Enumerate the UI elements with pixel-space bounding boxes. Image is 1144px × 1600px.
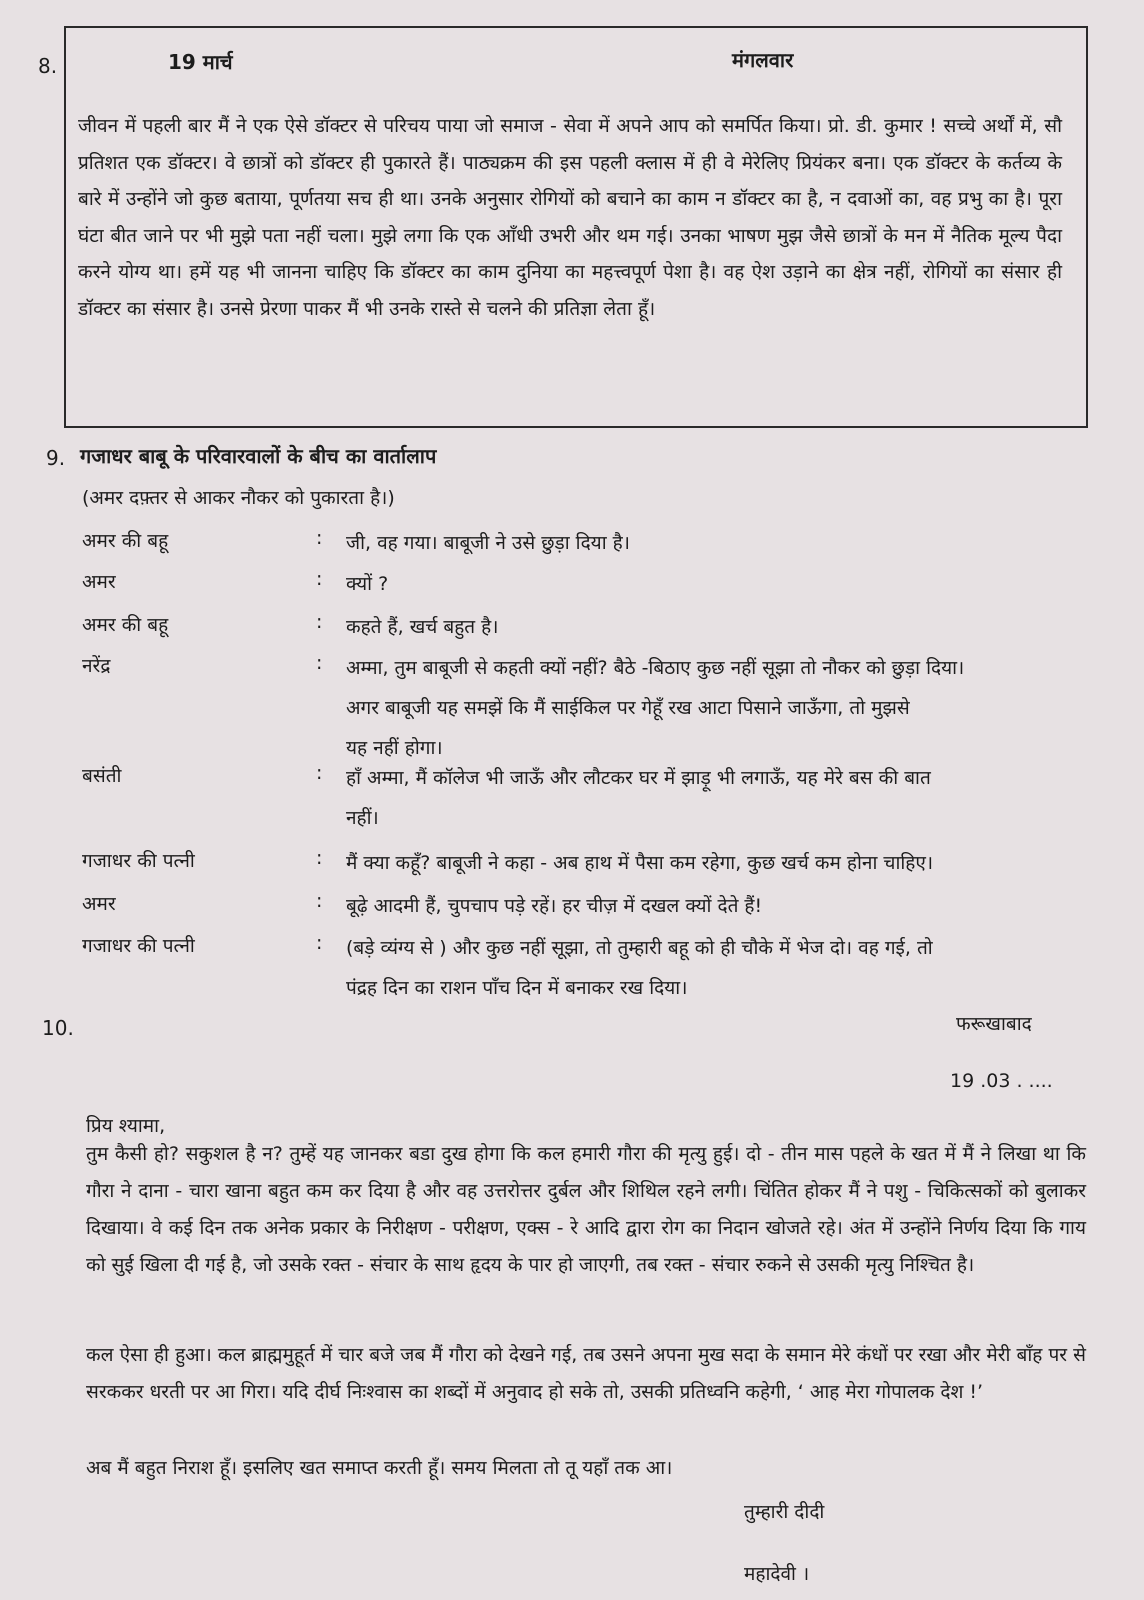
dialogue-colon: : (316, 762, 323, 784)
dialogue-line: अगर बाबूजी यह समझें कि मैं साईकिल पर गेहूँ रख आटा पिसाने जाऊँगा, तो मुझसे (346, 697, 910, 719)
dialogue-speaker: अमर (82, 571, 116, 593)
dialogue-speaker: गजाधर की पत्नी (82, 850, 195, 872)
dialogue-speaker: गजाधर की पत्नी (82, 935, 195, 957)
dialogue-speaker: अमर (82, 893, 116, 915)
stage-direction: (अमर दफ़्तर से आकर नौकर को पुकारता है।) (82, 487, 395, 509)
dialogue-line: हाँ अम्मा, मैं कॉलेज भी जाऊँ और लौटकर घर में झाड़ू भी लगाऊँ, यह मेरे बस की बात (346, 767, 931, 789)
dialogue-speaker: बसंती (82, 765, 122, 787)
letter-signature: महादेवी । (744, 1563, 810, 1585)
dialogue-colon: : (316, 652, 323, 674)
dialogue-colon: : (316, 847, 323, 869)
dialogue-speaker: अमर की बहू (82, 530, 169, 552)
diary-day: मंगलवार (732, 48, 794, 72)
dialogue-colon: : (316, 611, 323, 633)
dialogue-line: कहते हैं, खर्च बहुत है। (346, 616, 499, 638)
letter-paragraph-3: अब मैं बहुत निराश हूँ। इसलिए खत समाप्त करती हूँ। समय मिलता तो तू यहाँ तक आ। (86, 1457, 673, 1479)
question-number-10: 10. (42, 1016, 74, 1040)
dialogue-line: मैं क्या कहूँ? बाबूजी ने कहा - अब हाथ में पैसा कम रहेगा, कुछ खर्च कम होना चाहिए। (346, 852, 934, 874)
dialogue-colon: : (316, 890, 323, 912)
dialogue-line: नहीं। (346, 807, 379, 829)
dialogue-colon: : (316, 527, 323, 549)
dialogue-speaker: अमर की बहू (82, 614, 169, 636)
dialogue-line: (बड़े व्यंग्य से ) और कुछ नहीं सूझा, तो तुम्हारी बहू को ही चौके में भेज दो। वह गई, तो (346, 937, 933, 959)
letter-salutation: प्रिय श्यामा, (86, 1115, 166, 1137)
dialogue-colon: : (316, 932, 323, 954)
question-number-9: 9. (46, 446, 66, 470)
dialogue-speaker: नरेंद्र (82, 655, 111, 677)
diary-body: जीवन में पहली बार मैं ने एक ऐसे डॉक्टर से परिचय पाया जो समाज - सेवा में अपने आप को समर्पित किया। प्रो. डी. कुमार ! सच्चे अर्थों में, सौ प्रतिशत एक डॉक्टर। वे छात्रों को डॉक्टर ही पुकारते हैं। पाठ्यक्रम की इस पहली क्लास में ही वे मेरेलिए प्रियंकर बना। एक डॉक्टर के कर्तव्य के बारे में उन्होंने जो कुछ बताया, पूर्णतया सच ही था। उनके अनुसार रोगियों को बचाने का काम न डॉक्टर का है, न दवाओं का, वह प्रभु का है। पूरा घंटा बीत जाने पर भी मुझे पता नहीं चला। मुझे लगा कि एक आँधी उभरी और थम गई। उनका भाषण मुझ जैसे छात्रों के मन में नैतिक मूल्य पैदा करने योग्य था। हमें यह भी जानना चाहिए कि डॉक्टर का काम दुनिया का महत्त्वपूर्ण पेशा है। वह ऐश उड़ाने का क्षेत्र नहीं, रोगियों का संसार ही डॉक्टर का संसार है। उनसे प्रेरणा पाकर मैं भी उनके रास्ते से चलने की प्रतिज्ञा लेता हूँ। (78, 115, 1062, 320)
diary-date: 19 मार्च (168, 50, 233, 74)
dialogue-colon: : (316, 568, 323, 590)
letter-paragraph-2: कल ऐसा ही हुआ। कल ब्राह्ममुहूर्त में चार बजे जब मैं गौरा को देखने गई, तब उसने अपना मुख सदा के समान मेरे कंधों पर रखा और मेरी बाँह पर से सरककर धरती पर आ गिरा। यदि दीर्घ निःश्वास का शब्दों में अनुवाद हो सके तो, उसकी प्रतिध्वनि कहेगी, ‘ आह मेरा गोपालक देश !’ (86, 1344, 1086, 1403)
question-number-8: 8. (38, 54, 58, 78)
letter-closing: तुम्हारी दीदी (744, 1501, 825, 1523)
letter-paragraph-1: तुम कैसी हो? सकुशल है न? तुम्हें यह जानकर बडा दुख होगा कि कल हमारी गौरा की मृत्यु हुई। दो - तीन मास पहले के खत में मैं ने लिखा था कि गौरा ने दाना - चारा खाना बहुत कम कर दिया है और वह उत्तरोत्तर दुर्बल और शिथिल रहने लगी। चिंतित होकर मैं ने पशु - चिकित्सकों को बुलाकर दिखाया। वे कई दिन तक अनेक प्रकार के निरीक्षण - परीक्षण, एक्स - रे आदि द्वारा रोग का निदान खोजते रहे। अंत में उन्होंने निर्णय दिया कि गाय को सुई खिला दी गई है, जो उसके रक्त - संचार के साथ हृदय के पार हो जाएगी, तब रक्त - संचार रुकने से उसकी मृत्यु निश्चित है। (86, 1143, 1086, 1276)
dialogue-line: यह नहीं होगा। (346, 737, 443, 759)
letter-place: फरूखाबाद (956, 1013, 1032, 1035)
dialogue-line: बूढ़े आदमी हैं, चुपचाप पड़े रहें। हर चीज़ में दखल क्यों देते हैं! (346, 895, 763, 917)
dialogue-line: क्यों ? (346, 573, 389, 595)
dialogue-title: गजाधर बाबू के परिवारवालों के बीच का वार्तालाप (80, 444, 437, 468)
letter-date: 19 .03 . .... (950, 1070, 1053, 1092)
dialogue-line: जी, वह गया। बाबूजी ने उसे छुड़ा दिया है। (346, 532, 630, 554)
dialogue-line: अम्मा, तुम बाबूजी से कहती क्यों नहीं? बैठे -बिठाए कुछ नहीं सूझा तो नौकर को छुड़ा दिया। (346, 657, 965, 679)
dialogue-line: पंद्रह दिन का राशन पाँच दिन में बनाकर रख दिया। (346, 977, 688, 999)
